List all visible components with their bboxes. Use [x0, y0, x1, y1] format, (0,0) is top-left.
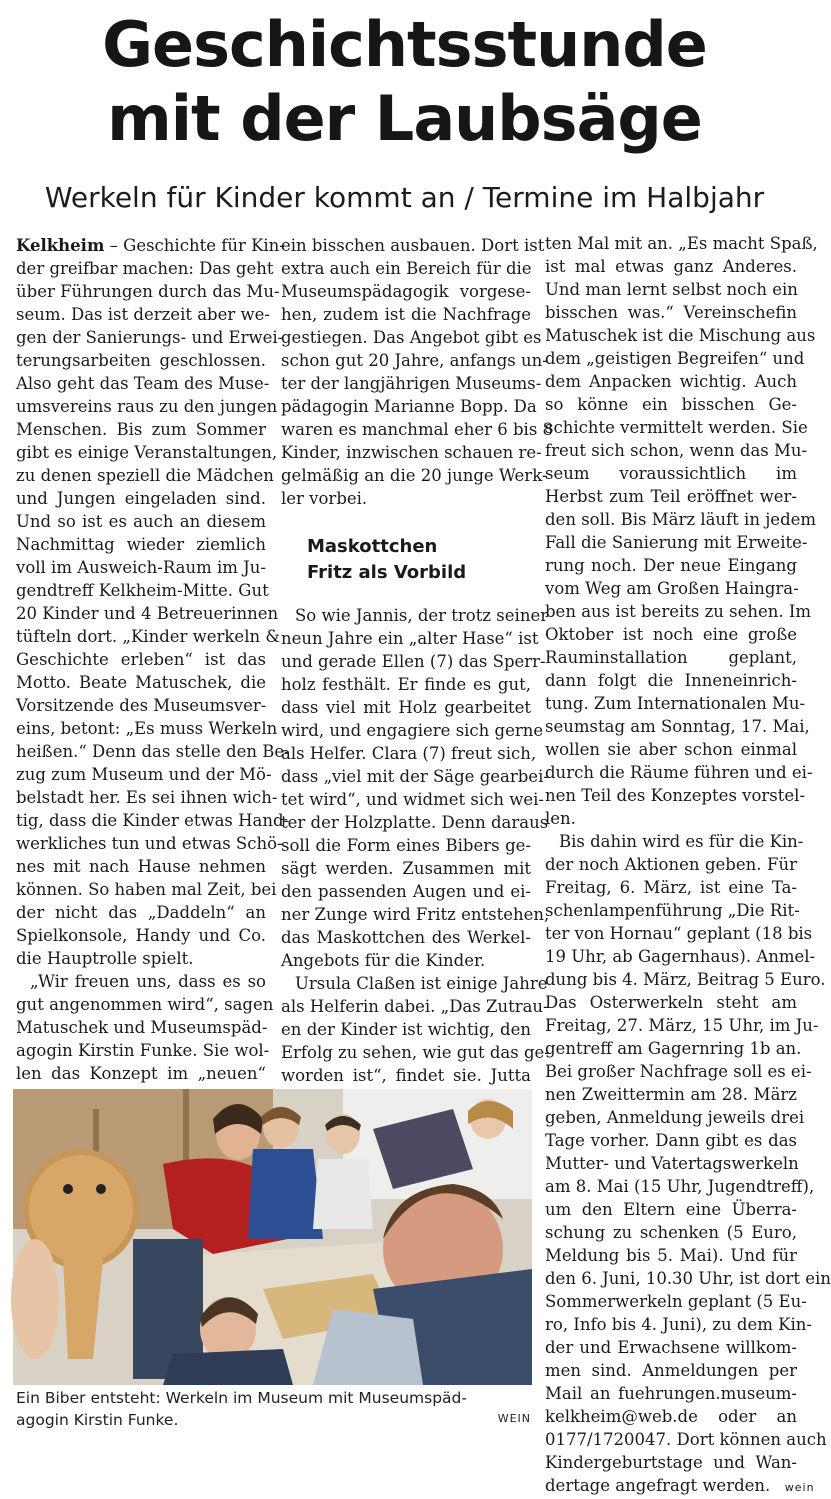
text-line: Kelkheim – Geschichte für Kin-	[16, 236, 285, 255]
text-line: en der Kinder ist wichtig, den	[281, 1020, 531, 1039]
text-line: Geschichte erleben“ ist das	[16, 650, 266, 669]
text-line: ner Zunge wird Fritz entstehen,	[281, 905, 550, 924]
text-line: ten Mal mit an. „Es macht Spaß,	[545, 234, 818, 253]
text-line: als Helfer. Clara (7) freut sich,	[281, 744, 537, 763]
text-line: nen Teil des Konzeptes vorstel-	[545, 786, 806, 805]
text-line: den soll. Bis März läuft in jedem	[545, 510, 817, 529]
text-line: bisschen was.“ Vereinschefin	[545, 303, 797, 322]
text-line: len.	[545, 809, 576, 828]
text-line: das Maskottchen des Werkel-	[281, 928, 531, 947]
text-line: schenlampenführung „Die Rit-	[545, 901, 800, 920]
text-line: schon gut 20 Jahre, anfangs un-	[281, 351, 548, 370]
text-line: „Wir freuen uns, dass es so	[30, 972, 266, 991]
headline-line-1: Geschichtsstunde	[102, 8, 707, 81]
text-line: Tage vorher. Dann gibt es das	[545, 1131, 797, 1150]
text-line: Motto. Beate Matuschek, die	[16, 673, 266, 692]
text-line: Nachmittag wieder ziemlich	[16, 535, 266, 554]
text-line: Oktober ist noch eine große	[545, 625, 797, 644]
text-line: heißen.“ Denn das stelle den Be-	[16, 742, 290, 761]
text-line: ter der Holzplatte. Denn daraus	[281, 813, 549, 832]
text-line: soll die Form eines Bibers ge-	[281, 836, 531, 855]
subheadline: Werkeln für Kinder kommt an / Termine im Halbjahr	[44, 181, 765, 214]
text-line: ter der langjährigen Museums-	[281, 374, 542, 393]
text-line: terungsarbeiten geschlossen.	[16, 351, 266, 370]
text-line: dertage angefragt werden. wein	[545, 1476, 815, 1495]
text-line: um den Eltern eine Überra-	[545, 1200, 797, 1219]
text-line: Mutter- und Vatertagswerkeln	[545, 1154, 799, 1173]
text-line: und gerade Ellen (7) das Sperr-	[281, 652, 546, 671]
column-2-bottom-text	[281, 604, 550, 1110]
text-line: ro, Info bis 4. Juni), zu dem Kin-	[545, 1315, 812, 1334]
headline-line-2: mit der Laubsäge	[107, 82, 702, 155]
text-line: 19 Uhr, ab Gagernhaus). Anmel-	[545, 947, 816, 966]
text-line: schung zu schenken (5 Euro,	[545, 1223, 797, 1242]
section-heading-line-1: Maskottchen	[307, 536, 438, 557]
text-line: 0177/1720047. Dort können auch	[545, 1430, 827, 1449]
text-line: agogin Kirstin Funke. Sie wol-	[16, 1041, 270, 1060]
text-line: Matuschek und Museumspäd-	[16, 1018, 268, 1037]
text-line: so könne ein bisschen Ge-	[545, 395, 797, 414]
text-line: Museumspädagogik vorgese-	[281, 282, 531, 301]
text-line: Matuschek ist die Mischung aus	[545, 326, 816, 345]
text-line: Sommerwerkeln geplant (5 Eu-	[545, 1292, 807, 1311]
text-line: pädagogin Marianne Bopp. Da	[281, 397, 537, 416]
text-line: der nicht das „Daddeln“ an	[16, 903, 266, 922]
text-line: Und so ist es auch an diesem	[16, 512, 266, 531]
text-line: zu denen speziell die Mädchen	[16, 466, 274, 485]
text-line: wird, und engagiere sich gerne	[281, 721, 544, 740]
text-line: tet wird“, und widmet sich wei-	[281, 790, 544, 809]
text-line: gibt es einige Veranstaltungen,	[16, 443, 278, 462]
text-line: Kindergeburtstage und Wan-	[545, 1453, 797, 1472]
photo-caption	[16, 1387, 531, 1431]
text-line: Kinder, inzwischen schauen re-	[281, 443, 542, 462]
text-line: rung noch. Der neue Eingang	[545, 556, 797, 575]
text-line: Herbst zum Teil eröffnet wer-	[545, 487, 797, 506]
caption-line-2: agogin Kirstin Funke.	[16, 1411, 179, 1429]
text-line: am 8. Mai (15 Uhr, Jugendtreff),	[545, 1177, 815, 1196]
text-line: voll im Ausweich-Raum im Ju-	[16, 558, 266, 577]
text-line: gendtreff Kelkheim-Mitte. Gut	[16, 581, 269, 600]
text-line: geben, Anmeldung jeweils drei	[545, 1108, 805, 1127]
text-line: kelkheim@web.de oder an	[545, 1407, 797, 1426]
text-line: ler vorbei.	[281, 489, 368, 508]
text-line: den passenden Augen und ei-	[281, 882, 531, 901]
text-line: schichte vermittelt werden. Sie	[545, 418, 808, 437]
text-line: die Hauptrolle spielt.	[16, 949, 194, 968]
caption-line-1: Ein Biber entsteht: Werkeln im Museum mit Museumspäd-	[16, 1389, 467, 1407]
text-line: Bis dahin wird es für die Kin-	[559, 832, 804, 851]
text-line: seum. Das ist derzeit aber we-	[16, 305, 270, 324]
text-line: gut angenommen wird“, sagen	[16, 995, 274, 1014]
text-line: können. So haben mal Zeit, bei	[16, 880, 277, 899]
text-line: hen, zudem ist die Nachfrage	[281, 305, 531, 324]
text-line: Freitag, 6. März, ist eine Ta-	[545, 878, 797, 897]
text-line: ter von Hornau“ geplant (18 bis	[545, 924, 813, 943]
text-line: Menschen. Bis zum Sommer	[16, 420, 266, 439]
text-line: dann folgt die Inneneinrich-	[545, 671, 797, 690]
text-line: Meldung bis 5. Mai). Und für	[545, 1246, 797, 1265]
text-line: Erfolg zu sehen, wie gut das ge-	[281, 1043, 550, 1062]
text-line: Also geht das Team des Muse-	[16, 374, 270, 393]
text-line: dass „viel mit der Säge gearbei-	[281, 767, 549, 786]
text-line: der noch Aktionen geben. Für	[545, 855, 797, 874]
text-line: Ursula Claßen ist einige Jahre	[295, 974, 548, 993]
photo-credit: WEIN	[497, 1412, 531, 1425]
text-line: neun Jahre ein „alter Hase“ ist	[281, 629, 539, 648]
text-line: vom Weg am Großen Haingra-	[545, 579, 799, 598]
text-line: So wie Jannis, der trotz seiner	[295, 606, 549, 625]
text-line: zug zum Museum und der Mö-	[16, 765, 272, 784]
text-line: als Helferin dabei. „Das Zutrau-	[281, 997, 549, 1016]
text-line: tüfteln dort. „Kinder werkeln &	[16, 627, 281, 646]
author-tag: wein	[780, 1481, 815, 1494]
text-line: dass viel mit Holz gearbeitet	[281, 698, 531, 717]
text-line: sägt werden. Zusammen mit	[281, 859, 531, 878]
text-line: ist mal etwas ganz Anderes.	[545, 257, 797, 276]
text-line: wollen sie aber schon einmal	[545, 740, 797, 759]
article-photo	[13, 1089, 532, 1385]
article-column-1	[16, 234, 290, 1108]
text-line: gen der Sanierungs- und Erwei-	[16, 328, 284, 347]
headline	[0, 8, 809, 156]
text-line: der greifbar machen: Das geht	[16, 259, 274, 278]
text-line: dem „geistigen Begreifen“ und	[545, 349, 805, 368]
text-line: extra auch ein Bereich für die	[281, 259, 532, 278]
text-line: Vorsitzende des Museumsver-	[16, 696, 267, 715]
text-line: gestiegen. Das Angebot gibt es	[281, 328, 542, 347]
text-line: Bei großer Nachfrage soll es ei-	[545, 1062, 812, 1081]
dateline: Kelkheim	[16, 236, 105, 255]
text-line: werkliches tun und etwas Schö-	[16, 834, 283, 853]
text-line: eins, betont: „Es muss Werkeln	[16, 719, 278, 738]
text-line: seumstag am Sonntag, 17. Mai,	[545, 717, 810, 736]
text-line: Angebots für die Kinder.	[281, 951, 486, 970]
text-line: tig, dass die Kinder etwas Hand-	[16, 811, 290, 830]
text-line: Freitag, 27. März, 15 Uhr, im Ju-	[545, 1016, 819, 1035]
text-line: und Jungen eingeladen sind.	[16, 489, 266, 508]
column-2-top-text	[281, 234, 554, 510]
text-line: Mail an fuehrungen.museum-	[545, 1384, 797, 1403]
text-line: tung. Zum Internationalen Mu-	[545, 694, 806, 713]
article-column-2	[281, 234, 554, 1110]
text-line: freut sich schon, wenn das Mu-	[545, 441, 808, 460]
text-line: Das Osterwerkeln steht am	[545, 993, 797, 1012]
section-heading	[307, 534, 531, 586]
text-line: über Führungen durch das Mu-	[16, 282, 280, 301]
text-line: ben aus ist bereits zu sehen. Im	[545, 602, 812, 621]
text-line: Spielkonsole, Handy und Co.	[16, 926, 266, 945]
text-line: ein bisschen ausbauen. Dort ist	[281, 236, 545, 255]
text-line: waren es manchmal eher 6 bis 8	[281, 420, 554, 439]
text-line: den 6. Juni, 10.30 Uhr, ist dort ein	[545, 1269, 831, 1288]
text-line: nen Zweittermin am 28. März	[545, 1085, 797, 1104]
section-heading-line-2: Fritz als Vorbild	[307, 562, 467, 583]
text-line: der und Erwachsene willkom-	[545, 1338, 797, 1357]
text-line: gelmäßig an die 20 junge Werk-	[281, 466, 548, 485]
text-line: Rauminstallation geplant,	[545, 648, 797, 667]
text-line: dem Anpacken wichtig. Auch	[545, 372, 797, 391]
text-line: seum voraussichtlich im	[545, 464, 797, 483]
text-line: Und man lernt selbst noch ein	[545, 280, 798, 299]
text-line: holz festhält. Er finde es gut,	[281, 675, 531, 694]
text-line: 20 Kinder und 4 Betreuerinnen	[16, 604, 279, 623]
workshop-photo-illustration	[13, 1089, 532, 1385]
text-line: Fall die Sanierung mit Erweite-	[545, 533, 808, 552]
text-line: men sind. Anmeldungen per	[545, 1361, 797, 1380]
text-line: len das Konzept im „neuen“	[16, 1064, 266, 1083]
text-line: dung bis 4. März, Beitrag 5 Euro.	[545, 970, 826, 989]
text-line: gentreff am Gagernring 1b an.	[545, 1039, 802, 1058]
text-line: belstadt her. Es sei ihnen wich-	[16, 788, 278, 807]
text-line: worden ist“, findet sie. Jutta	[281, 1066, 531, 1085]
text-line: durch die Räume führen und ei-	[545, 763, 813, 782]
text-line: nes mit nach Hause nehmen	[16, 857, 266, 876]
text-line: umsvereins raus zu den jungen	[16, 397, 278, 416]
article-column-3	[545, 232, 831, 1499]
